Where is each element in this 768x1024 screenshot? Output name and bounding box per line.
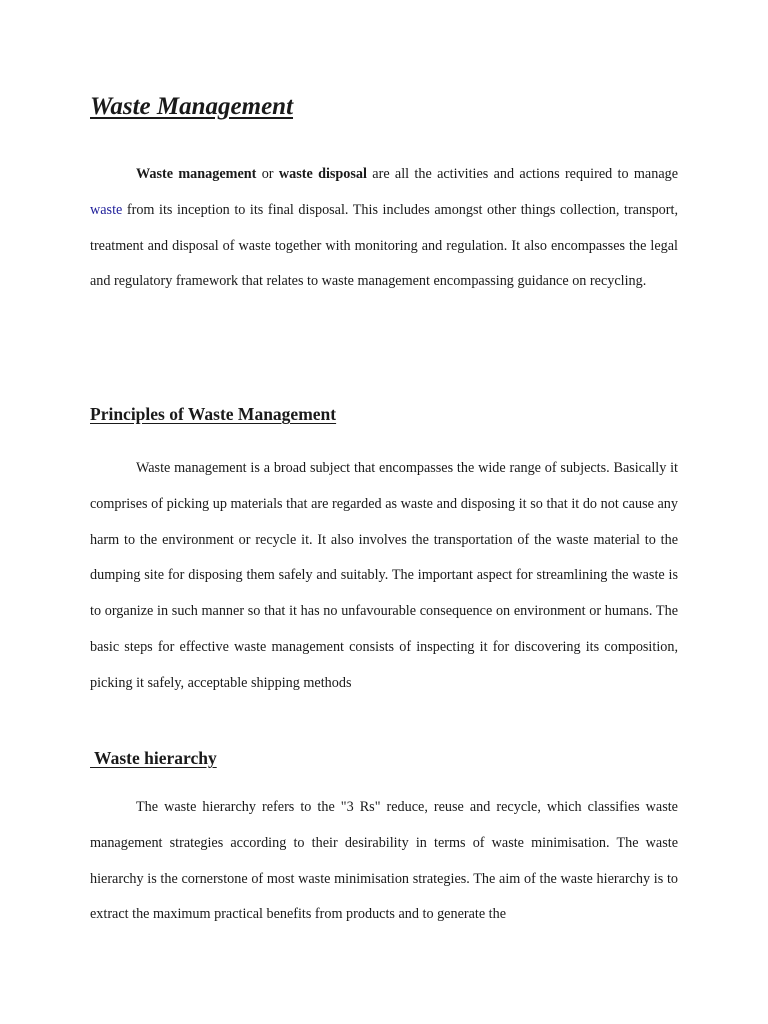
intro-text-part2: from its inception to its final disposal. This includes amongst other things collection, transport, treatment and disposal of waste together with monitoring and regulation. It also encompasses the legal and regulatory framework that relates to waste management encompassing guidance on recycling.: [90, 201, 678, 290]
intro-paragraph: [90, 157, 678, 300]
waste-link[interactable]: waste: [90, 201, 123, 218]
intro-text-part1: are all the activities and actions required to manage: [366, 166, 679, 182]
heading-waste-hierarchy: Waste hierarchy: [90, 748, 217, 768]
term-waste-management: Waste management: [136, 166, 257, 182]
heading-principles: Principles of Waste Management: [90, 404, 337, 424]
document-title: Waste Management: [90, 93, 294, 120]
intro-connector: or: [256, 166, 279, 182]
term-waste-disposal: waste disposal: [278, 166, 367, 182]
principles-paragraph: Waste management is a broad subject that encompasses the wide range of subjects. Basically it comprises of picking up materials that are regarded as waste and disposing it so that it do not cause any harm to the environment or recycle it. It also involves the transportation of the waste material to the dumping site for disposing them safely and suitably. The important aspect for streamlining the waste is to organize in such manner so that it has no unfavourable consequence on environment or humans. The basic steps for effective waste management consists of inspecting it for discovering its composition, picking it safely, acceptable shipping methods: [90, 460, 678, 691]
waste-hierarchy-paragraph: The waste hierarchy refers to the "3 Rs" reduce, reuse and recycle, which classifies waste management strategies according to their desirability in terms of waste minimisation. The waste hierarchy is the cornerstone of most waste minimisation strategies. The aim of the waste hierarchy is to extract the maximum practical benefits from products and to generate the: [90, 799, 678, 923]
